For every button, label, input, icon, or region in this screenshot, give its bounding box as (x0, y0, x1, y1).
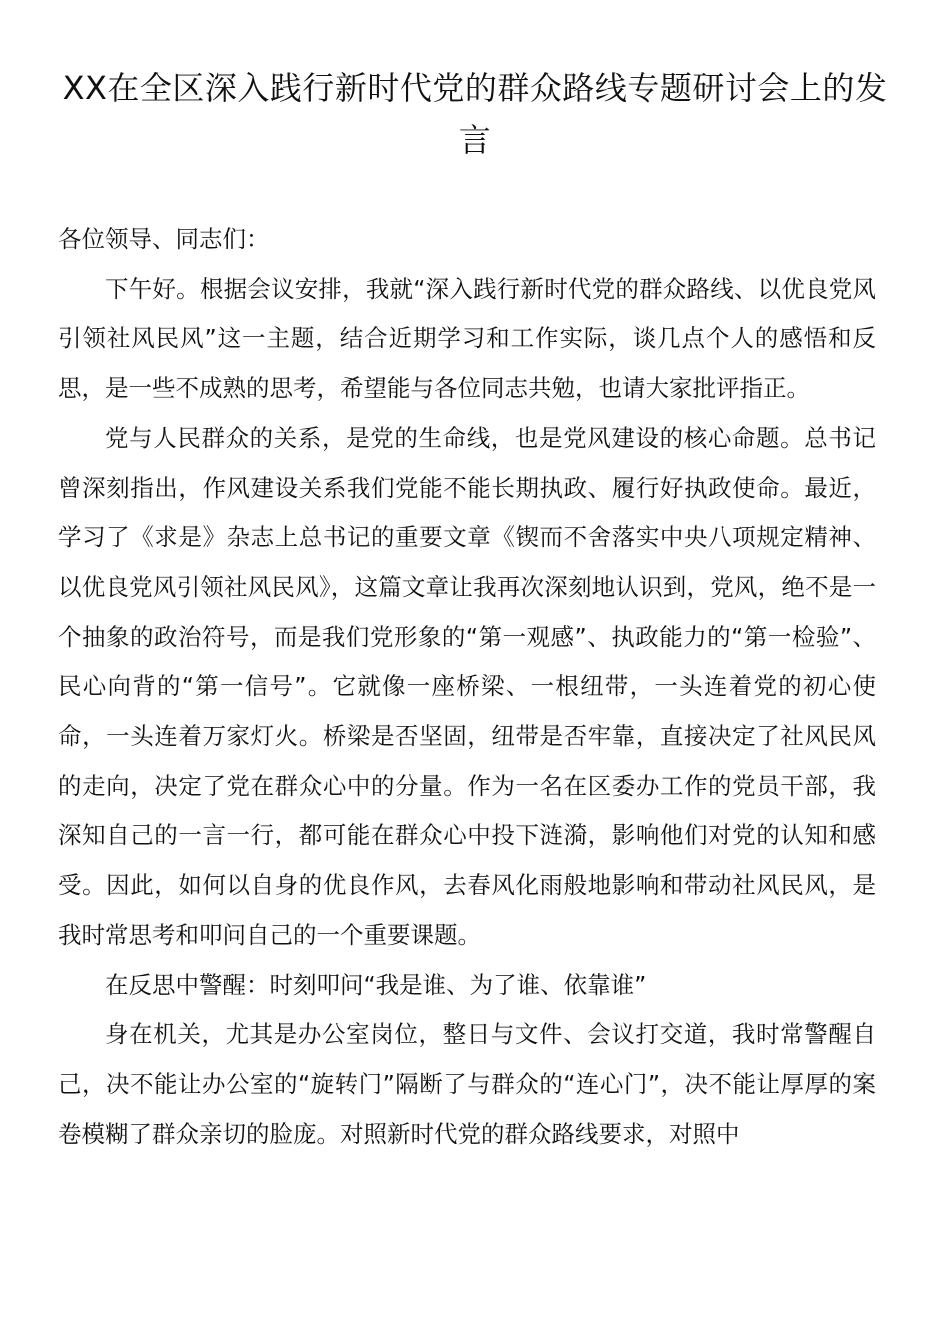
document-body (58, 215, 876, 1159)
section-heading: 在反思中警醒：时刻叩问“我是谁、为了谁、依靠谁” (105, 970, 647, 999)
paragraph-greeting: 下午好。根据会议安排，我就“深入践行新时代党的群众路线、以优良党风引领社风民风”这一主题，结合近期学习和工作实际，谈几点个人的感悟和反思，是一些不成熟的思考，希望能与各位同志共勉，也请大家批评指正。 (58, 274, 876, 403)
paragraph-reflection: 身在机关，尤其是办公室岗位，整日与文件、会议打交道，我时常警醒自己，决不能让办公室的“旋转门”隔断了与群众的“连心门”，决不能让厚厚的案卷模糊了群众亲切的脸庞。对照新时代党的群众路线要求，对照中 (58, 1020, 876, 1148)
document-title: XX在全区深入践行新时代党的群众路线专题研讨会上的发言 (62, 69, 888, 159)
paragraph-party-style: 党与人民群众的关系，是党的生命线，也是党风建设的核心命题。总书记曾深刻指出，作风建设关系我们党能不能长期执政、履行好执政使命。最近，学习了《求是》杂志上总书记的重要文章《锲而不舍落实中央八项规定精神、以优良党风引领社风民风》，这篇文章让我再次深刻地认识到，党风，绝不是一个抽象的政治符号，而是我们党形象的“第一观感”、执政能力的“第一检验”、民心向背的“第一信号”。它就像一座桥梁、一根纽带，一头连着党的初心使命，一头连着万家灯火。桥梁是否坚固，纽带是否牢靠，直接决定了社风民风的走向，决定了党在群众心中的分量。作为一名在区委办工作的党员干部，我深知自己的一言一行，都可能在群众心中投下涟漪，影响他们对党的认知和感受。因此，如何以自身的优良作风，去春风化雨般地影响和带动社风民风，是我时常思考和叩问自己的一个重要课题。 (58, 423, 876, 949)
salutation: 各位领导、同志们： (58, 225, 270, 253)
